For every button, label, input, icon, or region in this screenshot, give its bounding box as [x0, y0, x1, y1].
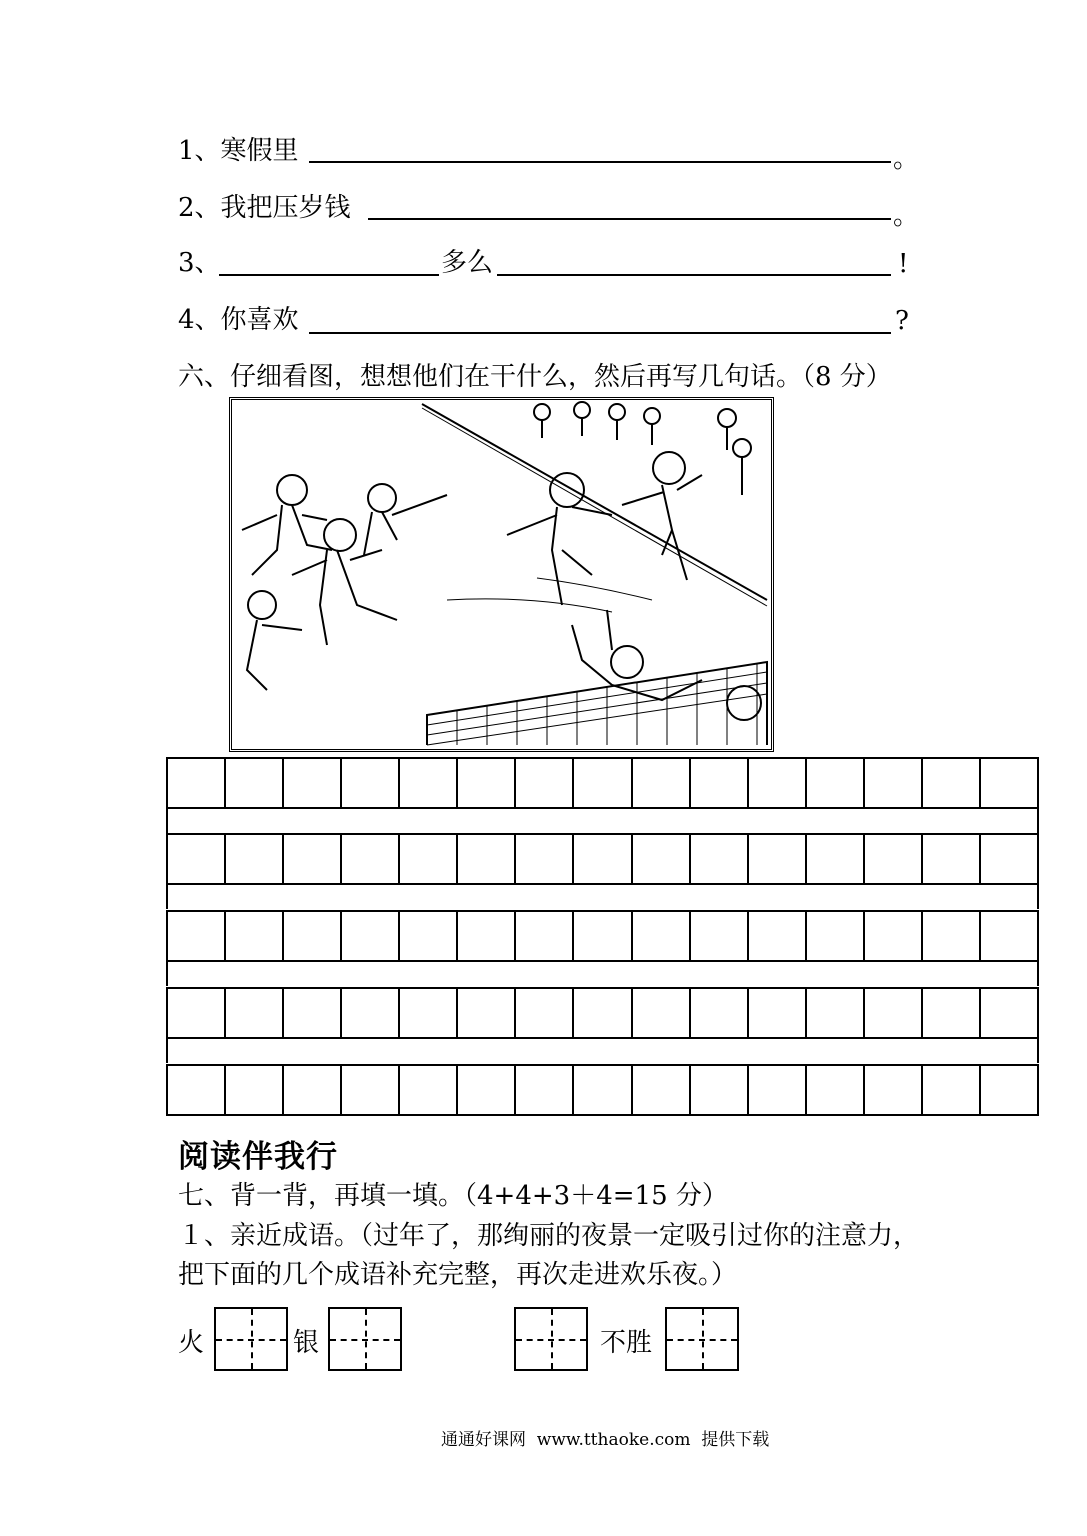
writing-grid-gap — [166, 809, 1039, 833]
fill-in-3-middle: 多么 — [441, 248, 494, 278]
writing-grid-row-2[interactable] — [166, 833, 1039, 885]
idiom-box-2[interactable] — [328, 1307, 402, 1371]
fill-in-3-prefix: 3、 — [178, 248, 221, 278]
idiom-char-huo: 火 — [178, 1328, 205, 1358]
idiom-box-4[interactable] — [665, 1307, 739, 1371]
fill-in-4-prefix: 4、你喜欢 — [178, 305, 299, 335]
writing-grid-row-1[interactable] — [166, 757, 1039, 809]
fill-in-3-end: ! — [898, 249, 909, 279]
section7-title: 七、背一背，再填一填。（4+4+3＋4=15 分） — [178, 1181, 728, 1211]
fill-in-4-blank[interactable] — [309, 332, 891, 334]
fill-in-2-blank[interactable] — [368, 218, 891, 220]
fill-in-2-end: 。 — [893, 201, 920, 231]
section7-q1-line1: １、亲近成语。（过年了，那绚丽的夜景一定吸引过你的注意力， — [178, 1221, 920, 1251]
fill-in-3-blank-b[interactable] — [497, 274, 891, 276]
fill-in-1-blank[interactable] — [309, 161, 891, 163]
soccer-drawing — [232, 400, 771, 749]
fill-in-1-end: 。 — [893, 144, 920, 174]
section6-title: 六、仔细看图，想想他们在干什么，然后再写几句话。（8 分） — [178, 362, 892, 392]
writing-grid-row-3[interactable] — [166, 910, 1039, 962]
fill-in-1-prefix: 1、寒假里 — [178, 136, 299, 166]
writing-grid-gap — [166, 1039, 1039, 1063]
section7-q1-line2: 把下面的几个成语补充完整，再次走进欢乐夜。） — [178, 1260, 738, 1290]
reading-heading: 阅读伴我行 — [178, 1139, 338, 1175]
fill-in-2-prefix: 2、我把压岁钱 — [178, 193, 351, 223]
idiom-box-1[interactable] — [214, 1307, 288, 1371]
footer-credit: 通通好课网 www.tthaoke.com 提供下载 — [441, 1430, 770, 1450]
writing-grid-row-5[interactable] — [166, 1064, 1039, 1116]
fill-in-3-blank-a[interactable] — [219, 274, 439, 276]
idiom-char-busheng: 不胜 — [600, 1328, 653, 1358]
fill-in-4-end: ? — [895, 306, 909, 336]
writing-grid-row-4[interactable] — [166, 987, 1039, 1039]
idiom-char-yin: 银 — [293, 1328, 320, 1358]
idiom-box-3[interactable] — [514, 1307, 588, 1371]
writing-grid-gap — [166, 962, 1039, 986]
writing-grid-gap — [166, 885, 1039, 909]
soccer-illustration — [229, 397, 774, 752]
